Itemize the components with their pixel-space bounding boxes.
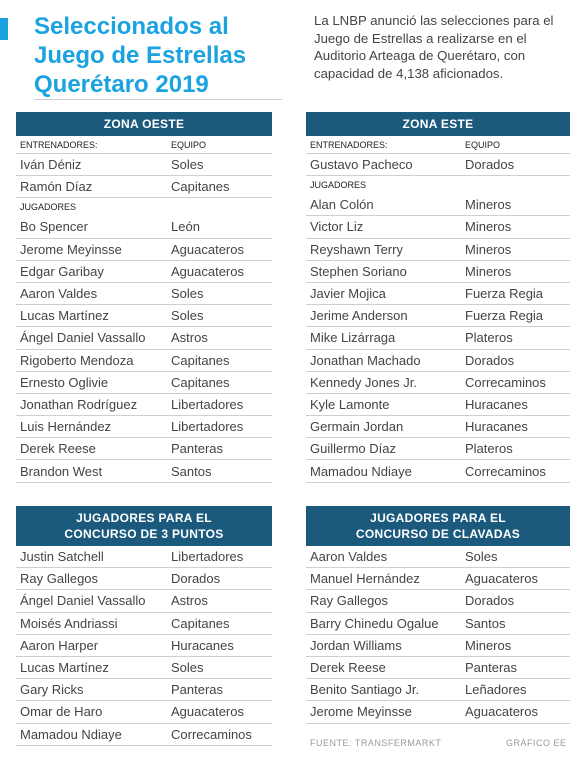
player-name: Brandon West xyxy=(20,463,103,479)
table-row xyxy=(306,154,570,176)
player-name: Jerime Anderson xyxy=(310,308,408,324)
team-name: Soles xyxy=(171,286,204,302)
player-name: Lucas Martínez xyxy=(20,660,109,676)
team-name: Correcaminos xyxy=(171,726,252,742)
player-name: Ramón Díaz xyxy=(20,179,93,195)
player-name: Omar de Haro xyxy=(20,704,103,720)
table-row xyxy=(16,568,272,590)
team-name: Capitanes xyxy=(171,352,230,368)
table-row xyxy=(306,194,570,216)
table-row xyxy=(16,327,272,349)
team-name: Aguacateros xyxy=(465,571,538,587)
team-name: Soles xyxy=(171,308,204,324)
table-row xyxy=(306,701,570,723)
table-row xyxy=(16,350,272,372)
table-row xyxy=(16,283,272,305)
table-row xyxy=(16,261,272,283)
player-name: Jordan Williams xyxy=(310,637,402,653)
concurso-clavadas-header: JUGADORES PARA EL CONCURSO DE CLAVADAS xyxy=(306,506,570,546)
table-row xyxy=(16,372,272,394)
player-name: Stephen Soriano xyxy=(310,263,407,279)
table-row xyxy=(306,239,570,261)
page-title xyxy=(34,12,294,99)
table-row xyxy=(306,416,570,438)
table-row xyxy=(306,216,570,238)
table-row xyxy=(16,679,272,701)
team-name: Soles xyxy=(171,660,204,676)
player-name: Gustavo Pacheco xyxy=(310,157,413,173)
table-row xyxy=(16,216,272,238)
player-name: Mike Lizárraga xyxy=(310,330,396,346)
oeste-players-list xyxy=(16,216,272,482)
zona-este-table xyxy=(306,112,570,483)
player-name: Ernesto Oglivie xyxy=(20,374,109,390)
table-row xyxy=(306,613,570,635)
player-name: Reyshawn Terry xyxy=(310,241,403,257)
table-row xyxy=(16,305,272,327)
team-name: Libertadores xyxy=(171,419,244,435)
table-row xyxy=(306,350,570,372)
table-row xyxy=(16,394,272,416)
puntos-players-list xyxy=(16,546,272,746)
team-name: Huracanes xyxy=(171,637,234,653)
table-row xyxy=(16,724,272,746)
player-name: Benito Santiago Jr. xyxy=(310,682,420,698)
entrenadores-label-row: ENTRENADORES: EQUIPO xyxy=(306,136,570,154)
intro-text: La LNBP anunció las selecciones para el Juego de Estrellas a realizarse en el Auditorio Arteaga de Querétaro, con capacidad de 4,138 aficionados. xyxy=(314,13,554,81)
clavadas-players-list xyxy=(306,546,570,724)
este-players-list xyxy=(306,194,570,482)
player-name: Derek Reese xyxy=(310,660,386,676)
team-name: Dorados xyxy=(465,157,515,173)
table-row xyxy=(306,394,570,416)
team-name: Capitanes xyxy=(171,179,230,195)
team-name: Libertadores xyxy=(171,396,244,412)
table-row xyxy=(306,283,570,305)
zona-este-header: ZONA ESTE xyxy=(306,112,570,136)
concurso-3-puntos-header: JUGADORES PARA EL CONCURSO DE 3 PUNTOS xyxy=(16,506,272,546)
player-name: Lucas Martínez xyxy=(20,308,109,324)
team-name: Huracanes xyxy=(465,419,528,435)
player-name: Luis Hernández xyxy=(20,419,112,435)
team-name: Dorados xyxy=(171,571,221,587)
team-name: Libertadores xyxy=(171,549,244,565)
graphic-credit: GRÁFICO EE xyxy=(506,738,567,748)
table-row xyxy=(16,154,272,176)
player-name: Aaron Harper xyxy=(20,637,99,653)
team-name: Plateros xyxy=(465,441,513,457)
table-row xyxy=(16,701,272,723)
player-name: Ray Gallegos xyxy=(310,593,389,609)
table-row xyxy=(306,327,570,349)
team-name: Soles xyxy=(465,549,498,565)
player-name: Iván Déniz xyxy=(20,157,82,173)
team-name: Santos xyxy=(171,463,212,479)
player-name: Jerome Meyinsse xyxy=(20,241,122,257)
team-name: Astros xyxy=(171,330,208,346)
jugadores-label-row: JUGADORES xyxy=(20,202,77,213)
table-row xyxy=(16,590,272,612)
table-row xyxy=(306,590,570,612)
team-name: Huracanes xyxy=(465,396,528,412)
concurso-3-puntos-table xyxy=(16,506,272,746)
player-name: Guillermo Díaz xyxy=(310,441,396,457)
team-name: León xyxy=(171,219,200,235)
team-name: Panteras xyxy=(465,660,518,676)
player-name: Aaron Valdes xyxy=(310,549,388,565)
player-name: Rigoberto Mendoza xyxy=(20,352,134,368)
player-name: Jerome Meyinsse xyxy=(310,704,412,720)
table-row xyxy=(306,546,570,568)
table-row xyxy=(16,438,272,460)
team-name: Mineros xyxy=(465,637,512,653)
player-name: Barry Chinedu Ogalue xyxy=(310,615,439,631)
team-name: Aguacateros xyxy=(171,263,244,279)
player-name: Aaron Valdes xyxy=(20,286,98,302)
concurso-clavadas-table xyxy=(306,506,570,724)
oeste-coaches-list xyxy=(16,154,272,198)
team-name: Dorados xyxy=(465,593,515,609)
table-row xyxy=(306,460,570,482)
team-name: Plateros xyxy=(465,330,513,346)
player-name: Jonathan Rodríguez xyxy=(20,396,138,412)
player-name: Bo Spencer xyxy=(20,219,88,235)
team-name: Dorados xyxy=(465,352,515,368)
player-name: Ángel Daniel Vassallo xyxy=(20,593,146,609)
player-name: Manuel Hernández xyxy=(310,571,420,587)
team-name: Fuerza Regia xyxy=(465,308,544,324)
este-coaches-list xyxy=(306,154,570,176)
player-name: Germain Jordan xyxy=(310,419,404,435)
team-name: Soles xyxy=(171,157,204,173)
title-line-1: Seleccionados al xyxy=(34,13,229,40)
zona-oeste-table xyxy=(16,112,272,483)
table-row xyxy=(306,657,570,679)
table-row xyxy=(16,546,272,568)
team-name: Santos xyxy=(465,615,506,631)
player-name: Victor Liz xyxy=(310,219,364,235)
team-name: Aguacateros xyxy=(465,704,538,720)
table-row xyxy=(306,568,570,590)
table-row xyxy=(16,176,272,198)
player-name: Mamadou Ndiaye xyxy=(310,463,412,479)
team-name: Capitanes xyxy=(171,615,230,631)
jugadores-label-row: JUGADORES xyxy=(310,180,367,191)
source-credit: FUENTE: TRANSFERMARKT xyxy=(310,738,442,748)
player-name: Alan Colón xyxy=(310,197,374,213)
team-name: Aguacateros xyxy=(171,704,244,720)
table-row xyxy=(306,438,570,460)
table-row xyxy=(16,460,272,482)
table-row xyxy=(306,679,570,701)
player-name: Kennedy Jones Jr. xyxy=(310,374,417,390)
table-row xyxy=(306,372,570,394)
team-name: Mineros xyxy=(465,197,512,213)
team-name: Aguacateros xyxy=(171,241,244,257)
table-row xyxy=(16,657,272,679)
player-name: Gary Ricks xyxy=(20,682,84,698)
zona-oeste-header: ZONA OESTE xyxy=(16,112,272,136)
table-row xyxy=(16,635,272,657)
title-divider xyxy=(34,99,282,100)
player-name: Derek Reese xyxy=(20,441,96,457)
team-name: Correcaminos xyxy=(465,463,546,479)
table-row xyxy=(16,416,272,438)
title-line-3: Querétaro 2019 xyxy=(34,71,209,98)
table-row xyxy=(306,305,570,327)
player-name: Justin Satchell xyxy=(20,549,104,565)
title-line-2: Juego de Estrellas xyxy=(34,42,247,69)
player-name: Jonathan Machado xyxy=(310,352,421,368)
team-name: Mineros xyxy=(465,263,512,279)
team-name: Mineros xyxy=(465,241,512,257)
team-name: Fuerza Regia xyxy=(465,286,544,302)
table-row xyxy=(306,635,570,657)
accent-bar xyxy=(0,18,8,40)
player-name: Edgar Garibay xyxy=(20,263,104,279)
team-name: Mineros xyxy=(465,219,512,235)
team-name: Panteras xyxy=(171,682,224,698)
entrenadores-label-row: ENTRENADORES: EQUIPO xyxy=(16,136,272,154)
team-name: Panteras xyxy=(171,441,224,457)
table-row xyxy=(306,261,570,283)
player-name: Moisés Andriassi xyxy=(20,615,118,631)
player-name: Ángel Daniel Vassallo xyxy=(20,330,146,346)
player-name: Kyle Lamonte xyxy=(310,396,390,412)
team-name: Correcaminos xyxy=(465,374,546,390)
team-name: Astros xyxy=(171,593,208,609)
table-row xyxy=(16,239,272,261)
player-name: Mamadou Ndiaye xyxy=(20,726,122,742)
team-name: Capitanes xyxy=(171,374,230,390)
team-name: Leñadores xyxy=(465,682,527,698)
player-name: Ray Gallegos xyxy=(20,571,99,587)
table-row xyxy=(16,613,272,635)
player-name: Javier Mojica xyxy=(310,286,386,302)
